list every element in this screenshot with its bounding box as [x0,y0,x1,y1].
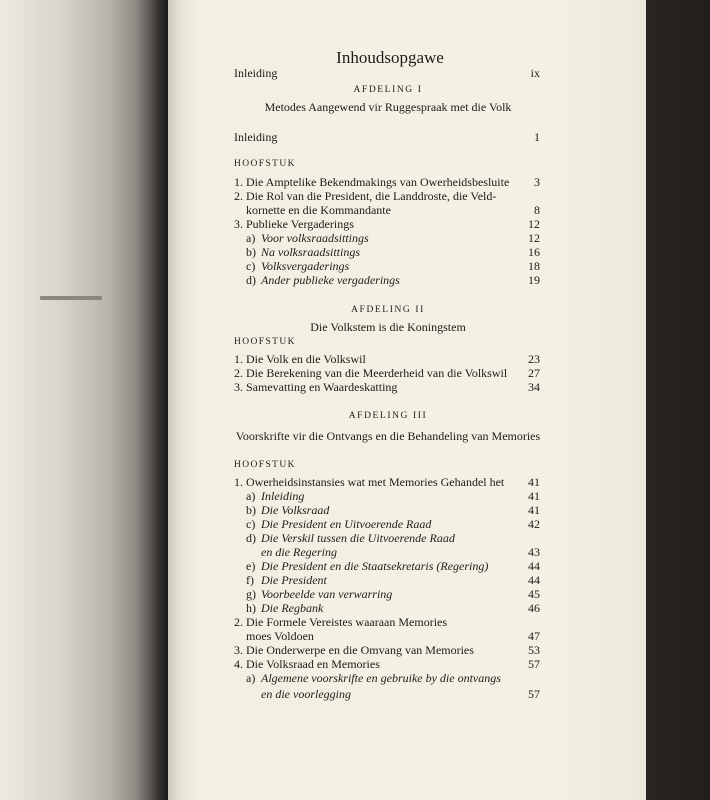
chapter-label-2: HOOFSTUK [234,337,296,347]
toc-subentry: Die President en Uitvoerende Raad [261,517,432,531]
toc-entry-page: 19 [528,273,540,287]
toc-entry: 4. Die Volksraad en Memories [234,657,380,671]
section-subtitle-2: Die Volkstem is die Koningstem [310,320,466,334]
toc-entry-page: 23 [528,352,540,366]
toc-subentry-prefix: h) [246,601,256,615]
toc-entry-page: 53 [528,643,540,657]
left-page-edge [0,0,168,800]
toc-subentry: Algemene voorskrifte en gebruike by die ontvangs [261,671,501,685]
toc-entry: 2. Die Berekening van die Meerderheid van die Volkswil [234,366,508,380]
toc-subentry: Na volksraadsittings [261,245,361,259]
toc-subentry-prefix: a) [246,671,256,685]
toc-entry-page: 12 [528,231,540,245]
page-title: Inhoudsopgawe [336,48,444,67]
toc-entry: moes Voldoen [246,629,314,643]
toc-entry-page: 47 [528,629,540,643]
toc-entry-page: 45 [528,587,540,601]
section-heading-2: AFDELING II [351,305,425,315]
toc-subentry: en die voorlegging [261,687,351,701]
toc-entry-page: 44 [528,559,540,573]
toc-entry-page: 44 [528,573,540,587]
toc-subentry: Die Verskil tussen die Uitvoerende Raad [261,531,455,545]
toc-intro-page: ix [530,66,540,80]
toc-subentry: Volksvergaderings [261,259,350,273]
page-mark [40,296,102,300]
toc-subentry: Voorbeelde van verwarring [261,587,393,601]
toc-entry: kornette en die Kommandante [246,203,391,217]
toc-subentry-prefix: e) [246,559,256,573]
toc-entry-page: 27 [528,366,540,380]
toc-entry-page: 57 [528,687,540,701]
toc-subentry-prefix: b) [246,503,256,517]
toc-entry: 3. Die Onderwerpe en die Omvang van Memories [234,643,474,657]
binding-shadow [646,0,710,800]
toc-entry: 2. Die Formele Vereistes waaraan Memories [234,615,448,629]
toc-subentry: Die Regbank [261,601,324,615]
section-heading-1: AFDELING I [353,85,423,95]
toc-subentry-prefix: b) [246,245,256,259]
toc-subentry-prefix: c) [246,259,256,273]
toc-entry-page: 41 [528,489,540,503]
toc-subentry-prefix: a) [246,489,256,503]
toc-subentry: Die President [261,573,327,587]
toc-subentry: Die President en die Staatsekretaris (Regering) [261,559,489,573]
toc-subentry: Ander publieke vergaderings [261,273,400,287]
section-1-intro-label: Inleiding [234,130,278,144]
toc-entry-page: 16 [528,245,540,259]
toc-entry-page: 43 [528,545,540,559]
toc-entry-page: 41 [528,503,540,517]
toc-entry-page: 34 [528,380,540,394]
toc-entry-page: 42 [528,517,540,531]
toc-subentry-prefix: f) [246,573,254,587]
toc-entry-page: 3 [534,175,540,189]
chapter-label-1: HOOFSTUK [234,159,296,169]
toc-subentry-prefix: g) [246,587,256,601]
toc-entry-page: 12 [528,217,540,231]
toc-entry-page: 18 [528,259,540,273]
toc-entry-page: 57 [528,657,540,671]
toc-entry: 2. Die Rol van die President, die Landdroste, die Veld- [234,189,497,203]
toc-entry: 1. Die Amptelike Bekendmakings van Owerheidsbesluite [234,175,510,189]
toc-subentry-prefix: d) [246,531,256,545]
section-subtitle-1: Metodes Aangewend vir Ruggespraak met die Volk [264,100,512,114]
toc-entry: 3. Samevatting en Waardeskatting [234,380,398,394]
toc-intro-label: Inleiding [234,66,278,80]
toc-entry-page: 41 [528,475,540,489]
chapter-label-3: HOOFSTUK [234,460,296,470]
toc-entry: 1. Owerheidsinstansies wat met Memories Gehandel het [234,475,505,489]
toc-entry: 1. Die Volk en die Volkswil [234,352,366,366]
toc-subentry: en die Regering [261,545,337,559]
toc-subentry-prefix: d) [246,273,256,287]
section-subtitle-3: Voorskrifte vir die Ontvangs en die Behandeling van Memories [235,429,541,443]
toc-subentry-prefix: a) [246,231,256,245]
toc-entry-page: 8 [534,203,540,217]
toc-subentry-prefix: c) [246,517,256,531]
toc-subentry: Die Volksraad [261,503,330,517]
toc-subentry: Voor volksraadsittings [261,231,369,245]
toc-entry-page: 46 [528,601,540,615]
section-1-intro-page: 1 [534,130,540,144]
toc-subentry: Inleiding [261,489,305,503]
toc-entry: 3. Publieke Vergaderings [234,217,354,231]
section-heading-3: AFDELING III [348,411,428,421]
